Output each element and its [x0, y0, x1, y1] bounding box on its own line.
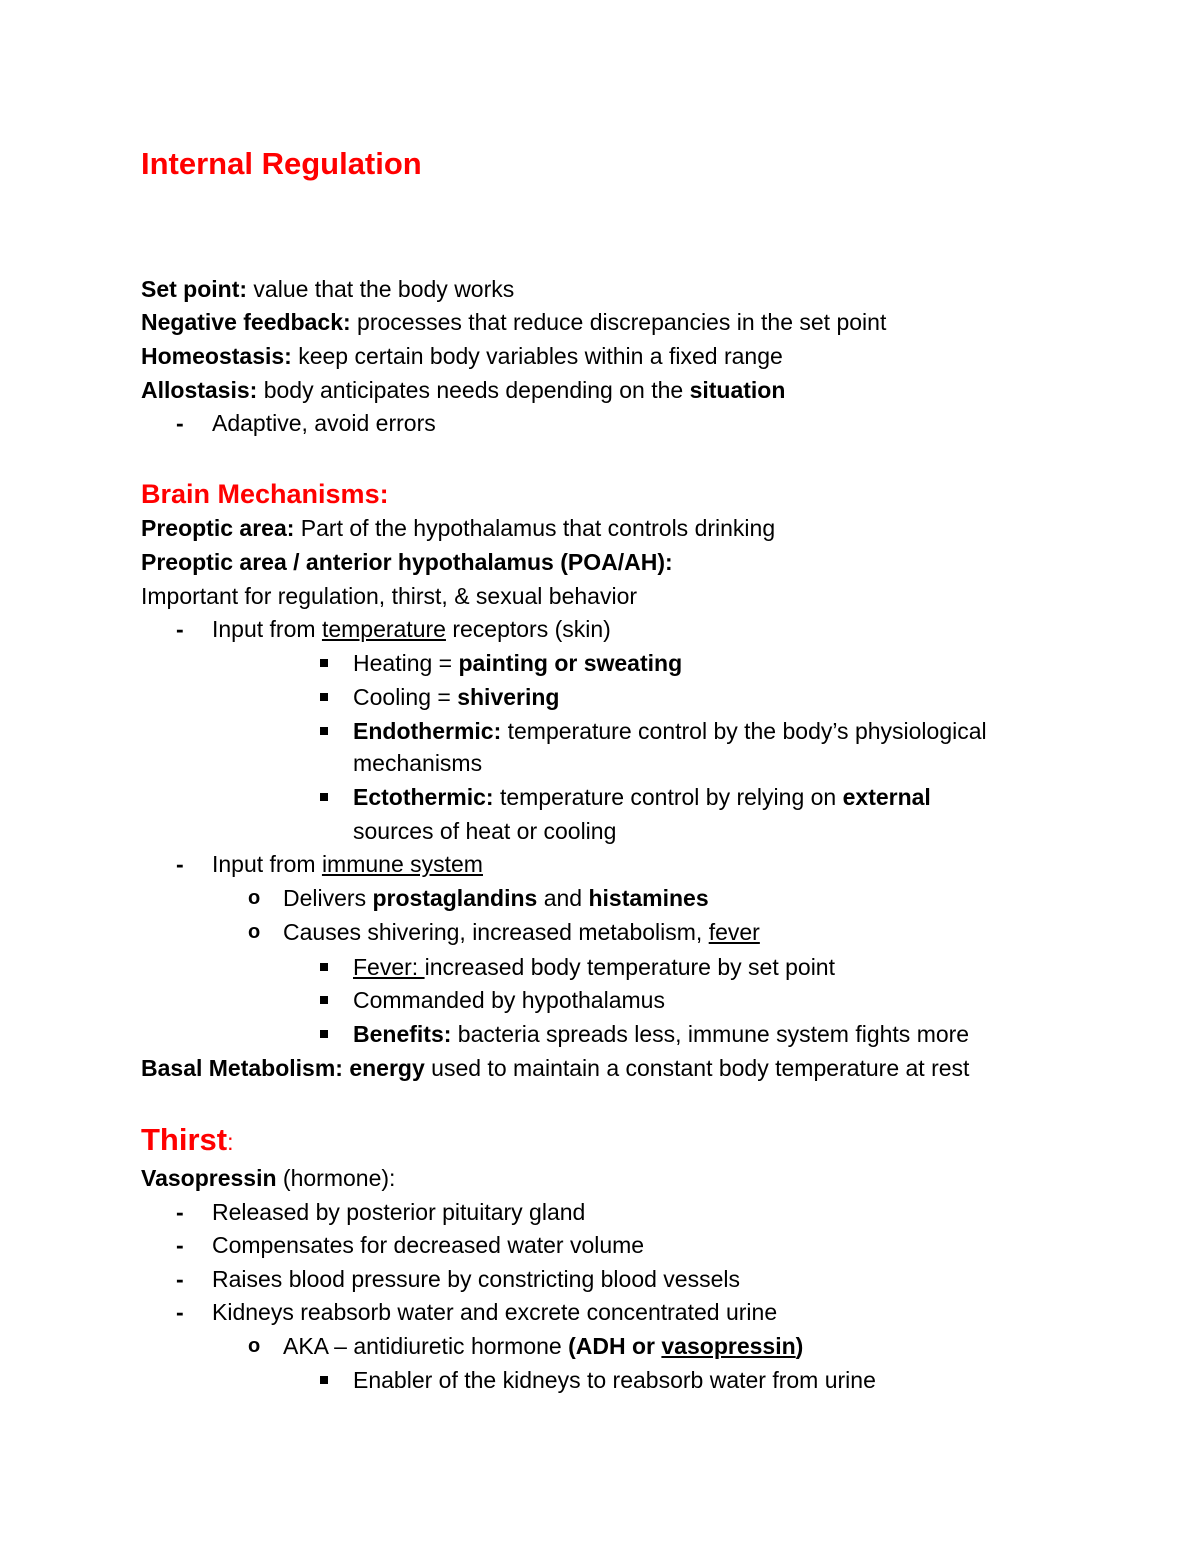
list-item: Enabler of the kidneys to reabsorb water from urine: [353, 1367, 876, 1393]
definition-text: body anticipates needs depending on the: [257, 377, 690, 403]
circle-bullet: o: [248, 921, 261, 943]
term: Homeostasis:: [141, 343, 292, 369]
square-bullet: [320, 996, 328, 1004]
list-item: [283, 883, 709, 913]
dash-bullet: -: [176, 1266, 184, 1292]
definition-negative-feedback: [141, 307, 886, 337]
square-bullet: [320, 1376, 328, 1384]
text: and: [537, 885, 589, 911]
dash-bullet: -: [176, 616, 184, 642]
underlined-text: temperature: [321, 616, 446, 642]
text: AKA – antidiuretic hormone: [283, 1333, 569, 1359]
list-item-continuation: sources of heat or cooling: [353, 818, 617, 844]
text: Delivers: [283, 885, 373, 911]
square-bullet: [320, 793, 328, 801]
square-bullet: [320, 1030, 328, 1038]
text: Heating =: [353, 650, 459, 676]
list-item: [353, 952, 835, 982]
section-heading-thirst: [141, 1120, 234, 1160]
bold-text: external: [842, 784, 931, 810]
text: (hormone):: [276, 1165, 396, 1191]
definition-set-point: [141, 274, 514, 304]
dash-bullet: -: [176, 410, 184, 436]
list-item: [212, 849, 483, 879]
list-item: [283, 1331, 803, 1361]
term: Preoptic area / anterior hypothalamus (POA/AH):: [141, 549, 673, 575]
term: Ectothermic:: [353, 784, 494, 810]
underlined-text: fever: [708, 919, 760, 945]
bold-text: shivering: [457, 684, 560, 710]
term: Negative feedback:: [141, 309, 351, 335]
square-bullet: [320, 727, 328, 735]
list-item-continuation: mechanisms: [353, 750, 483, 776]
list-item: [353, 648, 682, 678]
underlined-text: Fever:: [353, 954, 425, 980]
bold-text: ): [795, 1333, 804, 1359]
list-item: Kidneys reabsorb water and excrete concentrated urine: [212, 1299, 778, 1325]
text: Input from: [212, 616, 322, 642]
text: bacteria spreads less, immune system fights more: [451, 1021, 970, 1047]
square-bullet: [320, 963, 328, 971]
page-title: Internal Regulation: [141, 146, 422, 181]
term: Set point:: [141, 276, 248, 302]
dash-bullet: -: [176, 851, 184, 877]
bold-text: prostaglandins: [372, 885, 538, 911]
term: Basal Metabolism:: [141, 1055, 343, 1081]
term: Benefits:: [353, 1021, 452, 1047]
text: increased body temperature by set point: [424, 954, 835, 980]
list-item: Commanded by hypothalamus: [353, 987, 665, 1013]
list-item: [283, 917, 760, 947]
definition-homeostasis: [141, 341, 783, 371]
list-item: Compensates for decreased water volume: [212, 1232, 645, 1258]
underlined-text: immune system: [321, 851, 483, 877]
list-item: [353, 682, 559, 712]
term: Allostasis:: [141, 377, 258, 403]
text: Causes shivering, increased metabolism,: [283, 919, 709, 945]
text: used to maintain a constant body temperature at rest: [424, 1055, 970, 1081]
bold-text: (ADH or: [568, 1333, 662, 1359]
list-item: Released by posterior pituitary gland: [212, 1199, 586, 1225]
dash-bullet: -: [176, 1299, 184, 1325]
definition-poa-ah: [141, 547, 673, 577]
list-item: Raises blood pressure by constricting blood vessels: [212, 1266, 740, 1292]
definition-text: keep certain body variables within a fixed range: [291, 343, 783, 369]
definition-vasopressin: [141, 1163, 395, 1193]
list-item: Adaptive, avoid errors: [212, 410, 436, 436]
dash-bullet: -: [176, 1232, 184, 1258]
bold-text: energy: [342, 1055, 425, 1081]
term: Endothermic:: [353, 718, 502, 744]
list-item: [353, 1019, 969, 1049]
text: Input from: [212, 851, 322, 877]
heading-colon: :: [227, 1129, 234, 1155]
definition-basal-metabolism: [141, 1053, 969, 1083]
heading-text: Thirst: [141, 1122, 228, 1157]
paragraph: Important for regulation, thirst, & sexual behavior: [141, 583, 638, 609]
list-item: [353, 782, 931, 812]
list-item: [353, 716, 987, 746]
text: Cooling =: [353, 684, 458, 710]
text: temperature control by the body’s physiological: [501, 718, 987, 744]
term: Preoptic area:: [141, 515, 295, 541]
definition-text: value that the body works: [247, 276, 515, 302]
term: Vasopressin: [141, 1165, 277, 1191]
text: receptors (skin): [445, 616, 611, 642]
list-item: [212, 614, 611, 644]
definition-text: Part of the hypothalamus that controls drinking: [294, 515, 776, 541]
square-bullet: [320, 659, 328, 667]
definition-preoptic: [141, 513, 775, 543]
definition-text: processes that reduce discrepancies in the set point: [350, 309, 887, 335]
definition-allostasis: [141, 375, 785, 405]
text: temperature control by relying on: [493, 784, 843, 810]
underlined-text: vasopressin: [661, 1333, 796, 1359]
square-bullet: [320, 693, 328, 701]
section-heading-brain: Brain Mechanisms:: [141, 479, 389, 509]
bold-text: painting or sweating: [458, 650, 683, 676]
circle-bullet: o: [248, 887, 261, 909]
dash-bullet: -: [176, 1199, 184, 1225]
bold-word: situation: [689, 377, 786, 403]
circle-bullet: o: [248, 1335, 261, 1357]
bold-text: histamines: [588, 885, 709, 911]
